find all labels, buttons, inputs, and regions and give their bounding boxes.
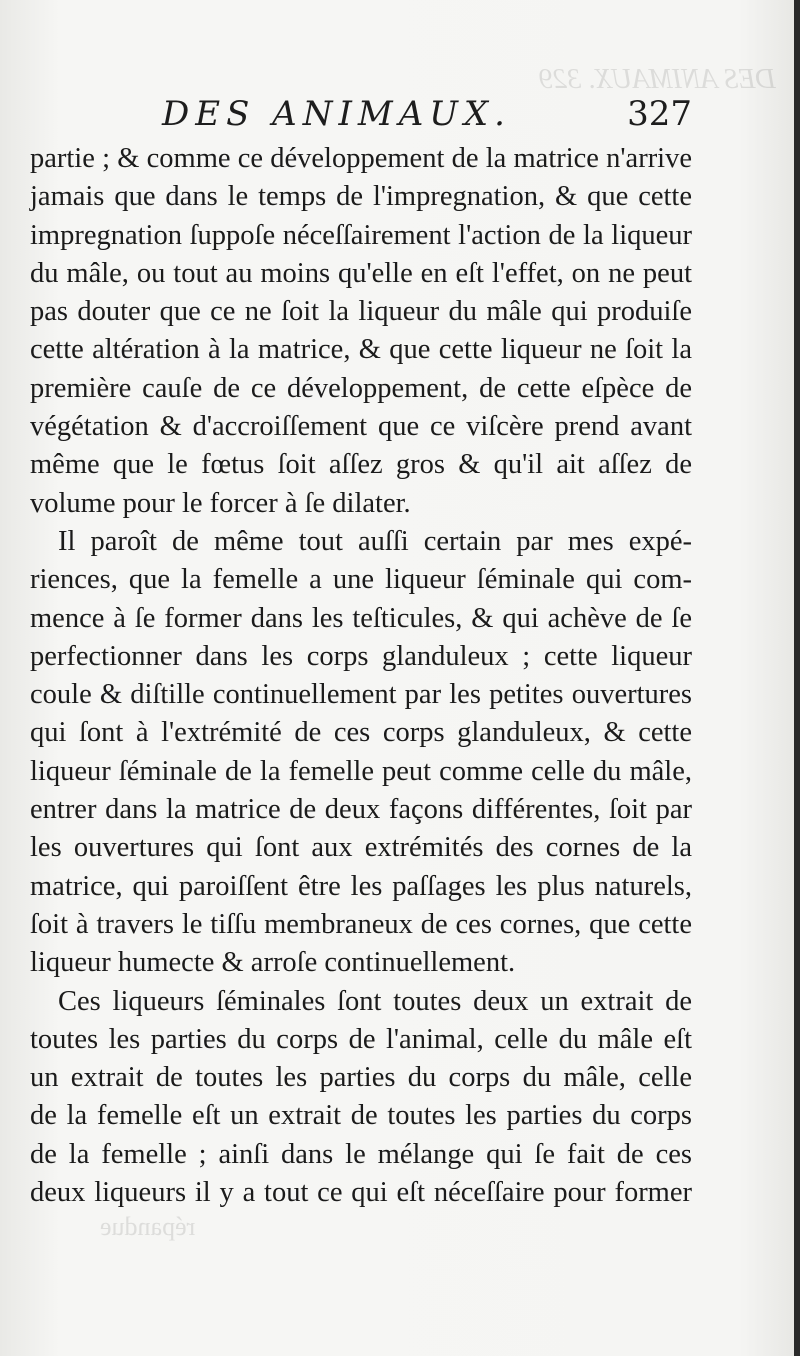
text-line: matrice, qui paroiſſent être les paſſages les plus naturels,	[30, 870, 692, 902]
text-line: du mâle, ou tout au moins qu'elle en eſt l'effet, on ne peut	[30, 257, 692, 289]
text-line: végétation & d'accroiſſement que ce viſcère prend avant	[30, 411, 692, 443]
show-through-text: DES ANIMAUX. 329	[539, 64, 776, 95]
text-line: deux liqueurs il y a tout ce qui eſt néceſſaire pour former	[30, 1177, 692, 1209]
text-line: mence à ſe former dans les teſticules, & qui achève de ſe	[30, 602, 692, 634]
text-line: les ouvertures qui ſont aux extrémités des cornes de la	[30, 832, 692, 864]
text-line: coule & diſtille continuellement par les petites ouvertures	[30, 679, 692, 711]
text-line: Ces liqueurs ſéminales ſont toutes deux un extrait de	[58, 985, 692, 1017]
text-line: première cauſe de ce développement, de cette eſpèce de	[30, 372, 692, 404]
text-line: pas douter que ce ne ſoit la liqueur du mâle qui produiſe	[30, 296, 692, 328]
text-line: toutes les parties du corps de l'animal, celle du mâle eſt	[30, 1023, 692, 1055]
page-number: 327	[627, 94, 692, 134]
running-title: DES ANIMAUX.	[162, 94, 511, 134]
show-through-text: répandue	[100, 1212, 196, 1241]
text-line: entrer dans la matrice de deux façons différentes, ſoit par	[30, 794, 692, 826]
text-line: un extrait de toutes les parties du corps du mâle, celle	[30, 1062, 692, 1094]
text-line: de la femelle eſt un extrait de toutes les parties du corps	[30, 1100, 692, 1132]
text-line: partie ; & comme ce développement de la matrice n'arrive	[30, 143, 692, 174]
text-line: même que le fœtus ſoit aſſez gros & qu'il ait aſſez de	[30, 449, 692, 481]
text-line: Il paroît de même tout auſſi certain par mes expé-	[58, 525, 692, 557]
text-line: ſoit à travers le tiſſu membraneux de ces cornes, que cette	[30, 908, 692, 940]
text-line: cette altération à la matrice, & que cette liqueur ne ſoit la	[30, 334, 692, 366]
text-line: volume pour le forcer à ſe dilater.	[30, 487, 411, 519]
text-line: riences, que la femelle a une liqueur ſéminale qui com-	[30, 564, 692, 596]
running-head	[162, 88, 692, 140]
text-line: jamais que dans le temps de l'impregnation, & que cette	[30, 181, 692, 213]
body-text	[30, 140, 692, 1212]
page-edge-shadow	[794, 0, 800, 1356]
text-line: liqueur humecte & arroſe continuellement.	[30, 947, 516, 979]
text-line: liqueur ſéminale de la femelle peut comme celle du mâle,	[30, 755, 692, 787]
text-line: perfectionner dans les corps glanduleux ; cette liqueur	[30, 640, 692, 672]
text-line: impregnation ſuppoſe néceſſairement l'action de la liqueur	[30, 219, 692, 251]
text-line: qui ſont à l'extrémité de ces corps glanduleux, & cette	[30, 717, 692, 749]
text-line: de la femelle ; ainſi dans le mélange qui ſe fait de ces	[30, 1138, 692, 1170]
